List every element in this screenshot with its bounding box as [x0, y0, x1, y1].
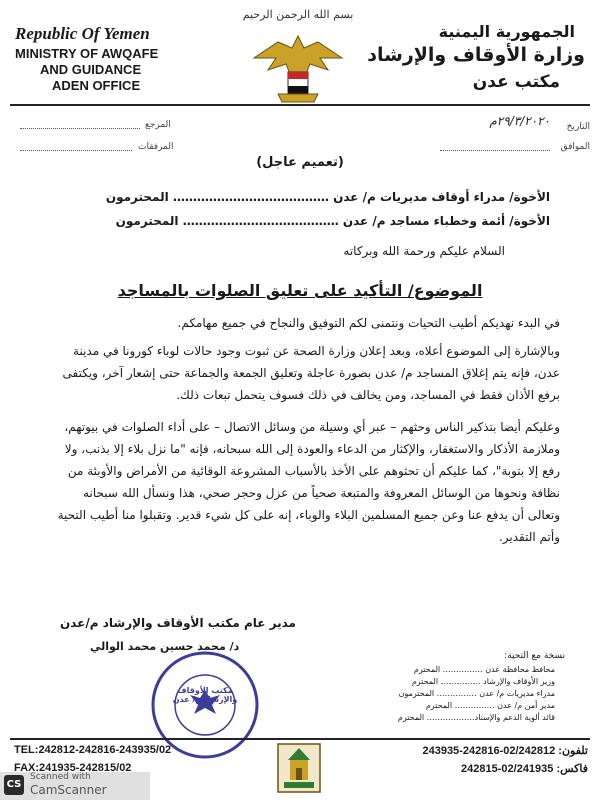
corresponding-line — [440, 150, 550, 151]
watermark-line2: CamScanner — [30, 783, 107, 797]
header-divider — [10, 104, 590, 106]
footer-fax-en: FAX:241935-242815/02 — [14, 762, 132, 774]
header-ar-republic: الجمهورية اليمنية — [438, 22, 575, 41]
greeting: السلام عليكم ورحمة الله وبركاته — [343, 244, 505, 258]
camscanner-badge-icon: CS — [4, 775, 24, 795]
subject: الموضوع/ التأكيد على تعليق الصلوات بالمساجد — [117, 281, 483, 300]
paragraph-1: في البدء نهديكم أطيب التحيات ونتمنى لكم التوفيق والنجاح في جميع مهامكم. — [177, 316, 560, 330]
header-ar-office: مكتب عدن — [472, 72, 560, 92]
date-value: ٢٩/٣/٢٠٢٠م — [489, 114, 550, 128]
footer-tel-en: TEL:242812-242816-243935/02 — [14, 744, 172, 756]
basmala: بسم الله الرحمن الرحيم — [242, 8, 354, 21]
header-en-ministry: MINISTRY OF AWQAFE — [15, 46, 159, 61]
recipient-1: الأخوة/ مدراء أوقاف مديريات م/ عدن ………………………………… المحترمون — [105, 190, 550, 204]
awqaf-logo-icon — [276, 742, 322, 794]
copies-heading: نسخة مع التحية: — [504, 651, 565, 661]
letter-body — [50, 312, 560, 548]
header-en-republic: Republic Of Yemen — [15, 24, 150, 43]
header-ar-ministry: وزارة الأوقاف والإرشاد — [367, 44, 585, 66]
recipient-2: الأخوة/ أئمة وخطباء مساجد م/ عدن ………………………………… المحترمون — [115, 214, 550, 228]
stamp-text: مكتب الأوقاف والإرشاد م/ عدن — [172, 686, 238, 704]
attachments-line — [20, 150, 132, 151]
eagle-emblem-icon — [248, 28, 348, 108]
corresponding-label: الموافق — [560, 142, 590, 152]
paragraph-2: وبالإشارة إلى الموضوع أعلاه، وبعد إعلان وزارة الصحة عن ثبوت وجود حالات لوباء كورونا في مدينة عدن، فإنه يتم إغلاق المساجد م/ عدن بصورة عاجلة وتعليق الجمعة والجماعة حتى إشعار آخر، ويكتفى برفع الأذان فقط في المساجد، ومن يخالف في ذلك فسوف يتحمل تبعات ذلك. — [62, 344, 560, 402]
header-en-office: ADEN OFFICE — [52, 78, 141, 93]
copy-item: مدراء مديريات م/ عدن …………… المحترمون — [398, 689, 555, 698]
copy-item: مدير أمن م/ عدن …………… المحترم — [425, 701, 555, 710]
attachments-label: المرفقات — [138, 142, 174, 152]
header-en-guidance: AND GUIDANCE — [40, 62, 142, 77]
copy-item: وزير الأوقاف والإرشاد …………… المحترم — [411, 677, 555, 686]
signature-name: د/ محمد حسين محمد الوالي — [90, 640, 240, 653]
signature-title: مدير عام مكتب الأوقاف والإرشاد م/عدن — [60, 616, 296, 630]
ref-line — [20, 128, 140, 129]
watermark-line1: Scanned with — [30, 772, 91, 782]
footer-fax-ar: فاكس: 02/241935-242815 — [461, 763, 588, 775]
footer-tel-ar: تلفون: 02/242812-242816-243935 — [422, 745, 588, 757]
circular-title: (تعميم عاجل) — [256, 155, 344, 170]
ref-label: المرجع — [145, 120, 171, 130]
copy-item: قائد ألوية الدعم والإسناد……………… المحترم — [397, 713, 555, 722]
date-label: التاريخ — [566, 122, 590, 132]
footer-divider — [10, 738, 590, 740]
copies-list — [375, 664, 555, 724]
paragraph-3: وعليكم أيضا بتذكير الناس وحثهم – عبر أي وسيلة من وسائل الاتصال – على أداء الصلوات في بيوتهم، وملازمة الأذكار والاستغفار، والإكثار من الدعاء والعودة إلى الله سبحانه، فإنه "ما نزل بلاء إلا بذنب، ولا رفع إلا بتوبة"، كما عليكم أن تحثوهم على الأخذ بالأسباب المشروعة الوقائية من الأمراض والأوبئة من نظافة ونحوها من الوسائل المعروفة والمتبعة صحياً من عزل وحجر صحي، هذا ونسأل الله سبحانه وتعالى أن يدفع عنا وعن جميع المسلمين البلاء والوباء، إنه على كل شيء قدير. وتقبلوا منا أطيب التحية وأتم التقدير. — [57, 420, 560, 544]
copy-item: محافظ محافظة عدن …………… المحترم — [413, 665, 555, 674]
